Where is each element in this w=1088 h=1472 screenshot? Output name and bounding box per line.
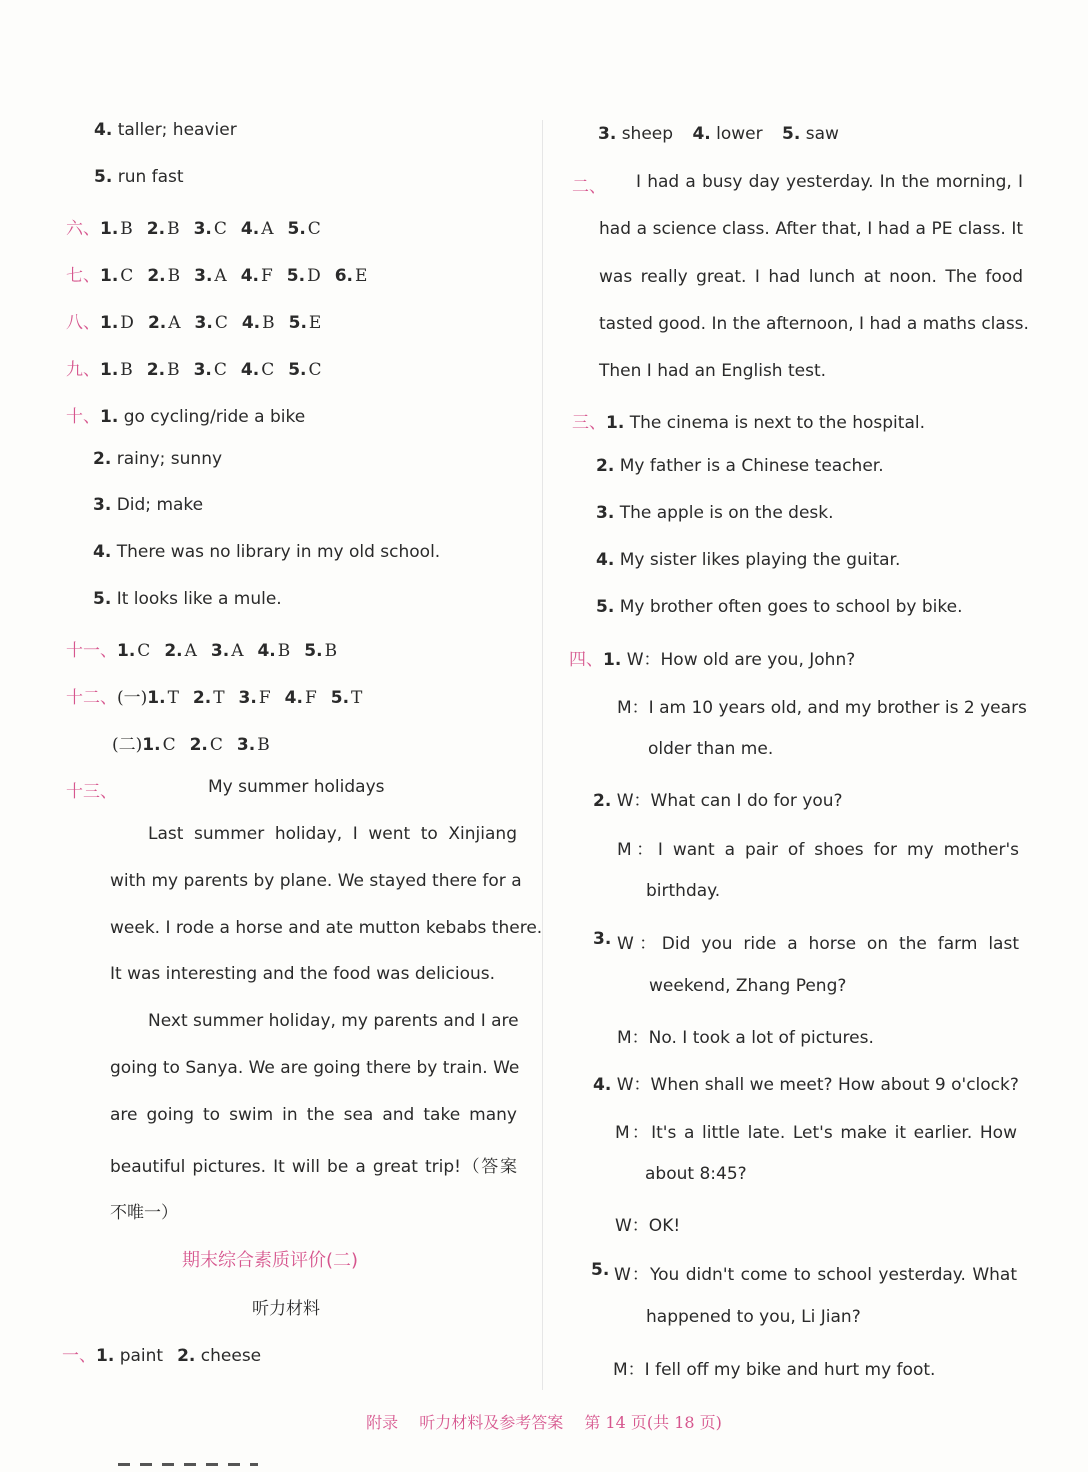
item-number: 2.	[596, 456, 615, 476]
answer-value: B	[167, 266, 181, 286]
item-number: 4.	[240, 266, 259, 286]
answer-value: A	[261, 219, 274, 239]
answer-value: C	[261, 360, 275, 380]
item-text: sheep	[621, 124, 674, 144]
dialogue-line: weekend, Zhang Peng?	[649, 976, 847, 996]
answer-value: C	[137, 641, 151, 661]
answer-item	[100, 219, 133, 239]
answer-value: A	[168, 313, 181, 333]
si-dialogue-4	[593, 1070, 1019, 1095]
answer-group	[142, 735, 283, 755]
answer-value: F	[304, 688, 317, 708]
answer-value: A	[184, 641, 197, 661]
dialogue-line: W：Did you ride a horse on the farm last	[617, 934, 1019, 954]
dialogue-line: happened to you, Li Jian?	[646, 1307, 861, 1327]
shi-item-5	[93, 589, 282, 609]
si-dialogue-5	[591, 1260, 609, 1280]
item-number: 5.	[287, 219, 306, 239]
answer-item	[147, 360, 180, 380]
si-dialogue-2	[593, 786, 843, 811]
essay-line: week. I rode a horse and ate mutton kebabs there.	[110, 918, 543, 938]
answer-item	[190, 735, 223, 755]
answer-item	[241, 360, 274, 380]
answer-value: B	[262, 313, 275, 333]
item-number: 3.	[236, 735, 256, 755]
answer-value: C	[213, 219, 227, 239]
section-shiyi	[66, 636, 351, 661]
item-number: 4.	[93, 542, 112, 562]
answer-value: B	[120, 360, 133, 380]
answer-item	[289, 313, 322, 333]
right-top-answers	[598, 124, 839, 144]
item-number: 3.	[598, 124, 617, 144]
item-number: 1.	[117, 641, 136, 661]
answer-item	[193, 688, 225, 708]
item-number: 4.	[94, 120, 113, 140]
answer-value: T	[167, 688, 179, 708]
answer-value: T	[213, 688, 225, 708]
answer-value: E	[355, 266, 368, 286]
item-number: 1.	[96, 1346, 115, 1366]
item-number: 2.	[146, 219, 166, 239]
shi-item-2	[93, 449, 222, 469]
item-text: paint	[119, 1346, 164, 1366]
item-number: 2.	[593, 791, 612, 811]
section-shier	[66, 683, 376, 708]
item-number: 5.	[288, 360, 307, 380]
dialogue-line: older than me.	[648, 739, 774, 759]
essay-line: Last summer holiday, I went to Xinjiang	[148, 824, 517, 844]
dialogue-line: M：I want a pair of shoes for my mother's	[617, 840, 1019, 860]
item-number: 3.	[238, 688, 257, 708]
section-jiu	[66, 355, 336, 380]
answer-value: B	[167, 360, 180, 380]
answer-item	[194, 219, 227, 239]
item-number: 2.	[177, 1346, 196, 1366]
item-number: 1.	[142, 735, 161, 755]
item-text: taller; heavier	[117, 120, 237, 140]
answer-value: D	[307, 266, 321, 286]
answer-group	[100, 360, 336, 380]
answer-value: T	[351, 688, 363, 708]
item-text: The apple is on the desk.	[619, 503, 834, 523]
san-item-4	[596, 550, 900, 570]
item-number: 4.	[240, 219, 260, 239]
item-number: 4.	[692, 124, 711, 144]
item-number: 1.	[603, 650, 622, 670]
essay-line: It was interesting and the food was delicious.	[110, 964, 496, 984]
dialogue-line: W：You didn't come to school yesterday. What	[614, 1265, 1017, 1285]
answer-value: C	[209, 735, 223, 755]
answer-item	[100, 266, 133, 286]
item-number: 3.	[193, 219, 212, 239]
item-text: go cycling/ride a bike	[123, 407, 306, 427]
answer-item	[100, 360, 133, 380]
item-text: saw	[805, 124, 839, 144]
section-heading: 十、	[66, 407, 100, 427]
section-qi	[66, 261, 381, 286]
dialogue-line: M：It's a little late. Let's make it earlier. How	[615, 1123, 1017, 1143]
dialogue-line: about 8:45?	[645, 1164, 747, 1184]
section-heading: 十一、	[66, 641, 117, 661]
section-heading: 十二、	[66, 688, 117, 708]
answer-item	[147, 266, 180, 286]
part-label: (一)	[117, 688, 148, 708]
section-heading: 七、	[66, 266, 100, 286]
item-text: My sister likes playing the guitar.	[619, 550, 901, 570]
item-number: 4.	[593, 1075, 612, 1095]
item-number: 3.	[93, 495, 112, 515]
item-number: 5.	[304, 641, 323, 661]
answer-value: C	[120, 266, 134, 286]
answer-value: C	[307, 219, 321, 239]
answer-item	[241, 266, 273, 286]
item-number: 2.	[147, 266, 166, 286]
essay-title: My summer holidays	[208, 777, 385, 797]
san-item-3	[596, 503, 834, 523]
passage-line: tasted good. In the afternoon, I had a maths class.	[599, 314, 1029, 334]
section-liu	[66, 214, 335, 239]
column-divider	[542, 120, 543, 1390]
answer-item	[148, 313, 181, 333]
page-footer	[0, 1410, 1088, 1433]
item-number: 5.	[288, 313, 307, 333]
answer-item	[331, 688, 363, 708]
dialogue-line: M：I am 10 years old, and my brother is 2 years	[617, 698, 1027, 718]
section-heading: 一、	[62, 1346, 96, 1366]
section-yi	[62, 1341, 261, 1366]
section-heading: 十三、	[66, 782, 117, 802]
essay-line: with my parents by plane. We stayed there for a	[110, 871, 522, 891]
item-number: 4.	[596, 550, 615, 570]
answer-item	[142, 735, 175, 755]
answer-value: A	[231, 641, 244, 661]
item-number: 5.	[782, 124, 801, 144]
answer-group	[117, 641, 351, 661]
answer-item	[164, 641, 197, 661]
item-text: run fast	[117, 167, 184, 187]
shi-item-3	[93, 495, 203, 515]
item-text: The cinema is next to the hospital.	[629, 413, 925, 433]
answer-item	[335, 266, 368, 286]
answer-value: B	[120, 219, 133, 239]
item-text: There was no library in my old school.	[116, 542, 441, 562]
dialogue-line: W：How old are you, John?	[626, 650, 856, 670]
item-number: 1.	[147, 688, 166, 708]
essay-line: going to Sanya. We are going there by train. We	[110, 1058, 520, 1078]
item-text: lower	[716, 124, 763, 144]
footer-title: 听力材料及参考答案	[419, 1413, 564, 1432]
answer-value: A	[214, 266, 227, 286]
answer-item	[194, 266, 227, 286]
section-heading: 九、	[66, 360, 100, 380]
answer-value: B	[277, 641, 291, 661]
section-shisan-heading	[66, 777, 117, 802]
essay-line: Next summer holiday, my parents and I are	[148, 1011, 519, 1031]
item-number: 4.	[257, 641, 276, 661]
item-number: 1.	[606, 413, 625, 433]
passage-line: was really great. I had lunch at noon. The food	[599, 267, 1023, 287]
dialogue-line: W：When shall we meet? How about 9 o'clock?	[616, 1075, 1019, 1095]
item-text: It looks like a mule.	[116, 589, 282, 609]
item-number: 1.	[100, 266, 119, 286]
footer-appendix: 附录	[366, 1413, 399, 1432]
answer-item	[304, 641, 337, 661]
san-item-5	[596, 597, 962, 617]
answer-group	[100, 219, 335, 239]
answer-group	[147, 688, 376, 708]
dialogue-line: W：OK!	[615, 1216, 681, 1236]
section-ba	[66, 308, 335, 333]
essay-line: are going to swim in the sea and take many	[110, 1105, 517, 1125]
item-number: 2.	[192, 688, 212, 708]
passage-line: had a science class. After that, I had a PE class. It	[599, 219, 1023, 239]
item-text: Did; make	[116, 495, 204, 515]
item-number: 5.	[596, 597, 615, 617]
answer-item	[194, 360, 227, 380]
answer-value: C	[162, 735, 176, 755]
item-number: 5.	[330, 688, 350, 708]
answer-item	[257, 641, 290, 661]
item-number: 4.	[240, 360, 260, 380]
item-number: 2.	[146, 360, 166, 380]
essay-line: beautiful pictures. It will be a great trip!（答案	[110, 1157, 517, 1177]
section-shi	[66, 402, 305, 427]
answer-item	[117, 641, 150, 661]
answer-item	[211, 641, 244, 661]
shier-part-2	[112, 730, 284, 755]
answer-item	[285, 688, 317, 708]
item-number: 3.	[593, 929, 612, 949]
shi-item-4	[93, 542, 440, 562]
answer-item	[239, 688, 271, 708]
answer-item	[237, 735, 270, 755]
dialogue-line: M：No. I took a lot of pictures.	[617, 1028, 874, 1048]
section-san	[572, 408, 925, 433]
item-number: 2.	[189, 735, 208, 755]
answer-value: D	[120, 313, 134, 333]
listening-title: 听力材料	[252, 1299, 320, 1319]
item-number: 1.	[100, 407, 119, 427]
item-text: rainy; sunny	[116, 449, 223, 469]
answer-item	[147, 219, 180, 239]
section-heading: 六、	[66, 219, 100, 239]
item-number: 4.	[241, 313, 261, 333]
answer-value: B	[257, 735, 270, 755]
item-number: 3.	[596, 503, 615, 523]
dialogue-line: M：I fell off my bike and hurt my foot.	[613, 1360, 936, 1380]
part-label: (二)	[112, 735, 143, 755]
answer-item	[241, 219, 274, 239]
section-heading: 八、	[66, 313, 100, 333]
item-number: 3.	[194, 313, 213, 333]
answer-item	[287, 266, 321, 286]
item-number: 3.	[193, 360, 212, 380]
answer-item	[288, 360, 321, 380]
item-number: 1.	[100, 219, 119, 239]
item-number: 2.	[147, 313, 167, 333]
item-number: 6.	[334, 266, 354, 286]
dialogue-line: birthday.	[646, 881, 721, 901]
item-number: 1.	[100, 313, 119, 333]
answer-item	[100, 313, 134, 333]
item-number: 1.	[100, 360, 119, 380]
item-number: 4.	[284, 688, 303, 708]
item-text: My father is a Chinese teacher.	[619, 456, 884, 476]
answer-value: C	[214, 313, 228, 333]
item-text: cheese	[200, 1346, 262, 1366]
answer-value: C	[213, 360, 227, 380]
section-heading: 三、	[572, 413, 606, 433]
answer-value: F	[258, 688, 271, 708]
bottom-marks	[118, 1463, 258, 1466]
exam-title: 期末综合素质评价(二)	[182, 1250, 359, 1271]
section-si	[569, 645, 855, 670]
item-number: 3.	[194, 266, 213, 286]
answer-item	[195, 313, 228, 333]
item-number: 2.	[93, 449, 112, 469]
footer-page-number: 第 14 页(共 18 页)	[584, 1413, 722, 1432]
dialogue-line: W：What can I do for you?	[616, 791, 843, 811]
section-heading-er: 二、	[572, 177, 606, 197]
answer-line-4	[94, 120, 237, 140]
answer-value: B	[324, 641, 338, 661]
answer-item	[147, 688, 179, 708]
item-number: 5.	[94, 167, 113, 187]
passage-line: I had a busy day yesterday. In the morning, I	[636, 172, 1023, 192]
item-number: 5.	[591, 1260, 610, 1280]
answer-item	[287, 219, 320, 239]
item-number: 5.	[286, 266, 306, 286]
answer-value: B	[167, 219, 180, 239]
section-heading: 四、	[569, 650, 603, 670]
item-number: 5.	[93, 589, 112, 609]
si-dialogue-3	[593, 929, 611, 949]
item-number: 3.	[210, 641, 230, 661]
answer-value: C	[308, 360, 322, 380]
passage-line: Then I had an English test.	[599, 361, 827, 381]
item-number: 2.	[164, 641, 183, 661]
essay-line: 不唯一）	[110, 1203, 178, 1223]
answer-group	[100, 313, 335, 333]
answer-value: F	[260, 266, 273, 286]
answer-value: E	[308, 313, 322, 333]
san-item-2	[596, 456, 884, 476]
answer-line-5	[94, 167, 184, 187]
answer-group	[100, 266, 381, 286]
answer-item	[242, 313, 275, 333]
item-text: My brother often goes to school by bike.	[619, 597, 963, 617]
